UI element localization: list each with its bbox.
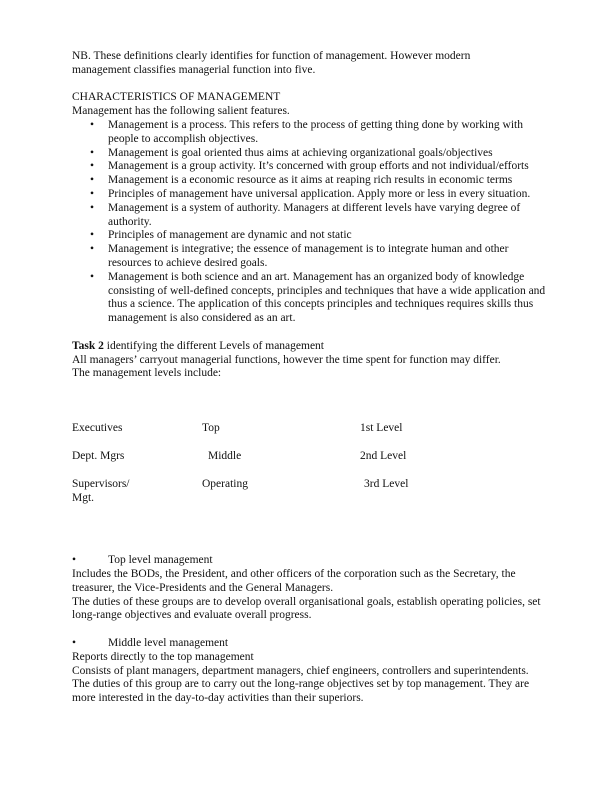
level-role: Executives [72,422,123,435]
level-number: 2nd Level [360,450,407,463]
list-item: • Management is a system of authority. Managers at different levels have varying degree of authority. [72,202,552,230]
top-level-line-2: The duties of these groups are to develop overall organisational goals, establish operating policies, set long-range objectives and evaluate overall progress. [72,595,541,622]
middle-level-line-1: Reports directly to the top management [72,650,254,663]
top-level-heading [72,554,552,568]
level-role: Dept. Mgrs [72,450,125,463]
level-number: 1st Level [360,422,403,435]
task2-label: Task 2 [72,339,104,352]
levels-row [72,478,552,506]
task2-heading [72,340,552,354]
task2-line-2: The management levels include: [72,367,222,380]
list-item: • Principles of management are dynamic and not static [72,229,552,243]
level-tier: Top [202,422,220,435]
list-item: • Management is both science and an art. Management has an organized body of knowledge consisting of well-defined concepts, principles and techniques that have a wide application and thus a science. The application of this concepts principles and techniques requires skills thus management is also considered as an art. [72,271,552,326]
middle-level-line-3: The duties of this group are to carry out the long-range objectives set by top management. They are more interested in the day-to-day activities than their superiors. [72,678,530,705]
characteristics-list [72,119,552,326]
list-item: • Management is a process. This refers to the process of getting thing done by working with people to accomplish objectives. [72,119,552,147]
list-item: • Management is a group activity. It’s concerned with group efforts and not individual/efforts [72,160,552,174]
task2-title: identifying the different Levels of management [103,339,325,352]
nb-line-1: NB. These definitions clearly identifies for function of management. However modern [72,50,471,62]
list-item: • Management is a economic resource as it aims at reaping rich results in economic terms [72,174,552,188]
nb-line-2: management classifies managerial function into five. [72,63,316,76]
top-level-line-1: Includes the BODs, the President, and other officers of the corporation such as the Secretary, the treasurer, the Vice-Presidents and the General Managers. [72,567,516,594]
middle-level-line-2: Consists of plant managers, department managers, chief engineers, controllers and superintendents. [72,664,529,677]
bullet-icon: • [72,554,77,567]
levels-row [72,450,552,478]
list-item: • Management is goal oriented thus aims at achieving organizational goals/objectives [72,147,552,161]
document-page [72,50,552,706]
levels-table [72,422,552,522]
level-role: Supervisors/ Mgt. [72,478,130,504]
characteristics-intro: Management has the following salient features. [72,105,290,118]
top-level-heading-text: Top level management [108,554,213,567]
bullet-icon: • [72,636,77,649]
list-item: • Principles of management have universal application. Apply more or less in every situation. [72,188,552,202]
level-number: 3rd Level [364,478,409,491]
task2-line-1: All managers’ carryout managerial functions, however the time spent for function may differ. [72,353,501,366]
middle-level-heading-text: Middle level management [108,636,229,649]
level-tier: Middle [208,450,242,463]
middle-level-heading [72,637,552,651]
list-item: • Management is integrative; the essence of management is to integrate human and other resources to achieve desired goals. [72,243,552,271]
characteristics-heading: CHARACTERISTICS OF MANAGEMENT [72,91,281,104]
levels-row [72,422,552,450]
nb-paragraph [72,50,552,78]
level-tier: Operating [202,478,248,491]
